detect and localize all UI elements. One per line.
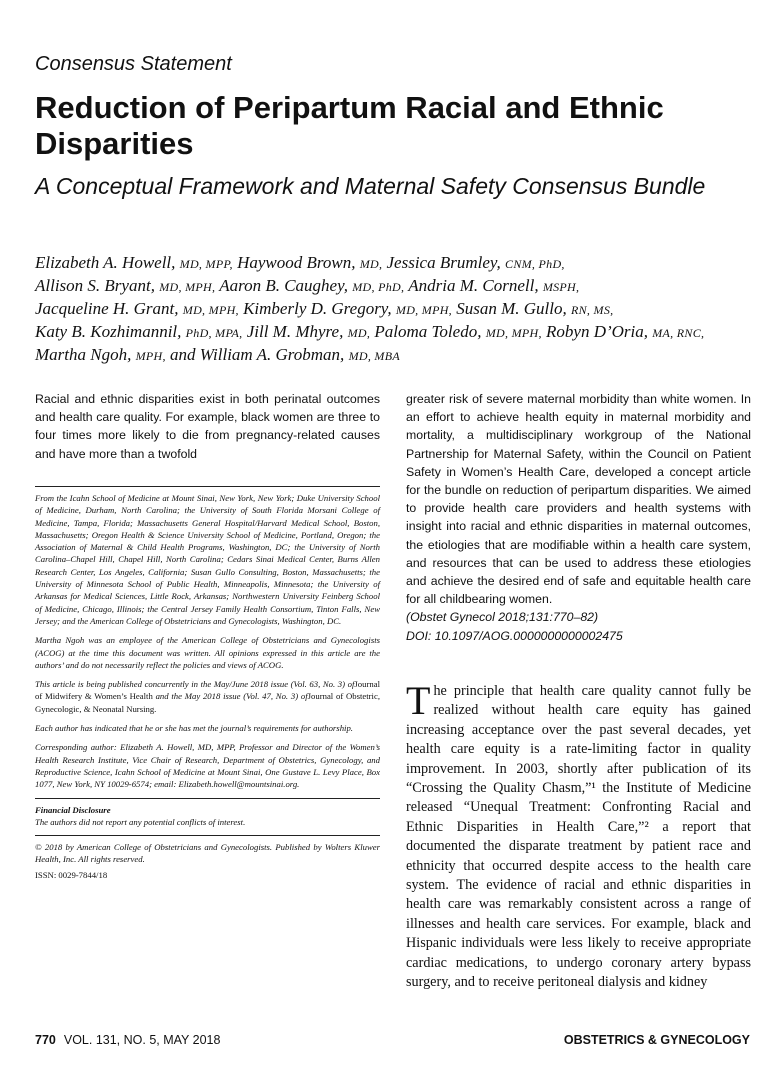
article-type-label: Consensus Statement [35,53,232,75]
drop-cap: T [406,678,431,723]
page-number: 770 [35,1033,56,1047]
author-name: Katy B. Kozhimannil, [35,322,182,341]
author-name: Kimberly D. Gregory, [243,299,392,318]
author-name: Elizabeth A. Howell, [35,253,176,272]
author-name: Haywood Brown, [237,253,356,272]
author-credentials: PhD, MPA, [185,326,243,340]
author-credentials: MD, MPH, [182,303,239,317]
footnote-divider [35,798,380,799]
abstract-right [406,390,751,645]
doi: DOI: 10.1097/AOG.0000000000002475 [406,628,623,643]
author-name: Jacqueline H. Grant, [35,299,179,318]
financial-disclosure-heading: Financial Disclosure [35,804,111,815]
author-credentials: MD, MBA [348,349,400,363]
author-credentials: RN, MS, [570,303,614,317]
author-credentials: MD, MPH, [159,280,216,294]
author-credentials: MSPH, [542,280,580,294]
author-credentials: MD, PhD, [352,280,405,294]
author-credentials: MD, [359,257,383,271]
footnote-divider [35,835,380,836]
author-credentials: MPH, [135,349,166,363]
author-credentials: MD, MPP, [179,257,233,271]
employee-note: Martha Ngoh was an employee of the American College of Obstetricians and Gynecologists (ACOG) at the time this document was written. All opinions expressed in this article are the authors’ and do not necessarily reflect the policies and views of ACOG. [35,635,380,670]
author-name: Paloma Toledo, [374,322,482,341]
body-paragraph: he principle that health care quality cannot fully be realized without health care equity has gained increasing acceptance over the past several decades, yet health care equity is a rate-limiting factor in quality improvement. In 2003, shortly after publication of its “Crossing the Quality Chasm,”¹ the Institute of Medicine released “Unequal Treatment: Confronting Racial and Ethnic Disparities in Health Care,”² a report that documented the disparate treatment by patient race and ethnicity that occurred despite access to the health care system. The evidence of racial and ethnic disparities in health care was remarkably consistent across a range of illnesses and health care services. For example, black and Hispanic individuals were less likely to receive appropriate cardiac medications, to undergo coronary artery bypass surgery, and to receive peritoneal dialysis and kidney [406,683,751,991]
author-name: Andria M. Cornell, [408,276,539,295]
affiliations: From the Icahn School of Medicine at Mount Sinai, New York, New York; Duke University School of Medicine, Durham, North Carolina; the University of South Florida Morsani College of Medicine, Tampa, Florida; Massachusetts General Hospital/Harvard Medical School, Boston, Massachusetts; Oregon Health & Science University School of Medicine, Portland, Oregon; the Association of Maternal & Child Health Programs, Washington, DC; the University of North Carolina–Chapel Hill, Chapel Hill, North Carolina; Cedars Sinai Medical Center, Burns Allen Research Center, Los Angeles, California; Susan Gullo Consulting, Boston, Massachusetts; the University of Minnesota School of Public Health, Minneapolis, Minnesota; the University of Arkansas for Medical Sciences, Little Rock, Arkansas; Northwestern University Feinberg School of Medicine, Chicago, Illinois; the Central Jersey Family Health Consortium, Tinton Falls, New Jersey; and the American College of Obstetricians and Gynecologists, Washington, DC. [35,493,380,626]
author-credentials: CNM, PhD, [505,257,565,271]
corresponding-author: Corresponding author: Elizabeth A. Howell, MD, MPP, Professor and Director of the Women’s Health Research Institute, Vice Chair of Research, Department of Obstetrics, Gynecology, and Reproductive Science, Icahn School of Medicine at Mount Sinai, One Gustave L. Levy Place, Box 1077, New York, NY 10029-6574; email: Elizabeth.howell@mountsinai.org. [35,742,380,790]
copyright: © 2018 by American College of Obstetricians and Gynecologists. Published by Wolters Kluwer Health, Inc. All rights reserved. [35,842,380,865]
author-name: Robyn D’Oria, [546,322,648,341]
abstract-right-text: greater risk of severe maternal morbidity than white women. In an effort to achieve health equity in maternal morbidity and mortality, a multidisciplinary workgroup of the National Partnership for Maternal Safety, within the Council on Patient Safety in Women’s Health Care, developed a concept article for the bundle on reduction of peripartum disparities. We aimed to provide health care providers and health systems with insight into racial and ethnic disparities in maternal outcomes, the etiologies that are modifiable within a health care system, and resources that can be used to address these etiologies and achieve the desired end of safe and equitable health care for all childbearing women. [406,392,751,607]
author-name: Jessica Brumley, [386,253,501,272]
abstract-left: Racial and ethnic disparities exist in both perinatal outcomes and health care quality. For example, black women are three to four times more likely to die from pregnancy-related causes and have more than a twofold [35,392,380,461]
author-name: Aaron B. Caughey, [219,276,348,295]
author-name: Martha Ngoh, [35,345,132,364]
author-list [35,252,755,367]
author-credentials: MD, MPH, [395,303,452,317]
author-name: Susan M. Gullo, [456,299,567,318]
author-name: Jill M. Mhyre, [246,322,344,341]
authorship-note: Each author has indicated that he or she has met the journal’s requirements for authorship. [35,723,353,734]
issn: ISSN: 0029-7844/18 [35,869,108,880]
journal-name: OBSTETRICS & GYNECOLOGY [563,1033,750,1047]
author-credentials: MD, MPH, [485,326,542,340]
author-name: Allison S. Bryant, [35,276,155,295]
author-name: and William A. Grobman, [170,345,345,364]
article-title: Reduction of Peripartum Racial and Ethnic Disparities [35,90,664,161]
body-text [406,678,751,993]
financial-disclosure-text: The authors did not report any potential conflicts of interest. [35,816,246,827]
author-credentials: MD, [347,326,371,340]
author-credentials: MA, RNC, [652,326,705,340]
footer-left [35,1033,220,1047]
footnote-divider [35,486,380,487]
citation: (Obstet Gynecol 2018;131:770–82) [406,610,599,625]
issue-info: VOL. 131, NO. 5, MAY 2018 [63,1033,221,1047]
article-subtitle: A Conceptual Framework and Maternal Safety Consensus Bundle [35,173,706,199]
footnotes [35,486,380,881]
concurrent-publication-note: This article is being published concurrently in the May/June 2018 issue (Vol. 63, No. 3) ofJournal of Midwifery & Women’s Health and the May 2018 issue (Vol. 47, No. 3) ofJournal of Obstetric, Gynecologic, & Neonatal Nursing. [35,679,380,714]
